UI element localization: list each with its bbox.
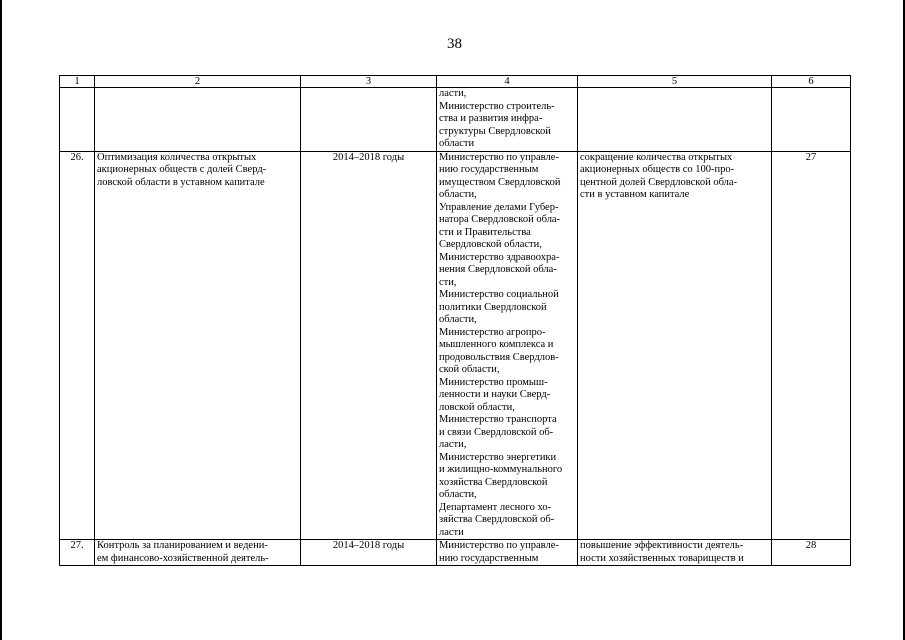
table-row — [60, 151, 851, 540]
executor-line: нения Свердловской обла- — [439, 264, 557, 275]
executor-line: Министерство здравоохра- — [439, 251, 560, 263]
executor-line: Департамент лесного хо- — [439, 501, 552, 513]
expected-result-line: повышение эффективности деятель- — [580, 540, 744, 551]
expected-result-line: акционерных обществ со 100-про- — [580, 164, 735, 175]
column-number-row — [60, 76, 851, 88]
executor-line: ласти, — [439, 439, 467, 450]
expected-result-line: сти в уставном капитале — [580, 189, 690, 200]
column-number-4: 4 — [437, 76, 578, 88]
executors-cell — [437, 540, 578, 566]
executor-line: области, — [439, 189, 477, 200]
executor-line: сти и Правительства — [439, 226, 531, 238]
executor-line: и жилищно-коммунального — [439, 464, 563, 475]
executor-line: Министерство по управле- — [439, 151, 559, 163]
measure-name-cell — [95, 88, 301, 152]
executor-line: нию государственным — [439, 552, 539, 564]
target-number-cell: 28 — [772, 540, 851, 566]
expected-result-cell — [578, 151, 772, 540]
executor-line: ской области, — [439, 364, 500, 375]
measure-name-line: ловской области в уставном капитале — [97, 176, 265, 188]
executor-line: Министерство транспорта — [439, 414, 557, 425]
period-cell: 2014–2018 годы — [301, 151, 437, 540]
executor-line: Министерство агропро- — [439, 326, 546, 338]
measure-name-line: Оптимизация количества открытых — [97, 151, 257, 163]
column-number-2: 2 — [95, 76, 301, 88]
table-row — [60, 540, 851, 566]
column-number-1: 1 — [60, 76, 95, 88]
executors-cell — [437, 151, 578, 540]
measure-name-line: Контроль за планированием и ведени- — [97, 540, 268, 551]
executor-line: сти, — [439, 276, 457, 288]
target-number-cell: 27 — [772, 151, 851, 540]
target-number-cell — [772, 88, 851, 152]
row-number-cell — [60, 88, 95, 152]
expected-result-cell — [578, 540, 772, 566]
executor-line: Свердловской области, — [439, 239, 542, 250]
expected-result-line: центной долей Свердловской обла- — [580, 176, 738, 188]
executor-line: политики Свердловской — [439, 301, 547, 313]
page-number: 38 — [447, 36, 462, 52]
executor-line: ловской области, — [439, 401, 515, 413]
executor-line: зяйства Свердловской об- — [439, 514, 555, 525]
executor-line: Министерство строитель- — [439, 100, 555, 112]
measure-name-line: ем финансово-хозяйственной деятель- — [97, 552, 269, 564]
period-cell — [301, 88, 437, 152]
executor-line: имуществом Свердловской — [439, 176, 561, 188]
column-number-6: 6 — [772, 76, 851, 88]
executor-line: хозяйства Свердловской — [439, 476, 548, 488]
executor-line: Министерство социальной — [439, 289, 559, 300]
expected-result-line: ности хозяйственных товариществ и — [580, 552, 744, 564]
column-number-3: 3 — [301, 76, 437, 88]
executor-line: мышленного комплекса и — [439, 339, 554, 350]
executor-line: Министерство промыш- — [439, 376, 548, 388]
executor-line: продовольствия Свердлов- — [439, 351, 559, 363]
executor-line: натора Свердловской обла- — [439, 214, 561, 225]
plan-table — [59, 75, 851, 566]
executor-line: ства и развития инфра- — [439, 113, 543, 124]
executor-line: и связи Свердловской об- — [439, 426, 554, 438]
executor-line: области, — [439, 489, 477, 500]
executor-line: нию государственным — [439, 164, 539, 175]
column-number-5: 5 — [578, 76, 772, 88]
period-cell: 2014–2018 годы — [301, 540, 437, 566]
expected-result-line: сокращение количества открытых — [580, 151, 733, 163]
executor-line: ласти, — [439, 88, 467, 99]
measure-name-cell — [95, 151, 301, 540]
executor-line: ласти — [439, 526, 464, 538]
table-row — [60, 88, 851, 152]
executor-line: Управление делами Губер- — [439, 201, 559, 213]
measure-name-line: акционерных обществ с долей Сверд- — [97, 164, 267, 175]
executor-line: Министерство по управле- — [439, 540, 559, 551]
executors-cell — [437, 88, 578, 152]
executor-line: области, — [439, 314, 477, 325]
row-number-cell: 26. — [60, 151, 95, 540]
measure-name-cell — [95, 540, 301, 566]
expected-result-cell — [578, 88, 772, 152]
executor-line: структуры Свердловской — [439, 125, 551, 137]
executor-line: ленности и науки Сверд- — [439, 389, 551, 400]
executor-line: области — [439, 138, 475, 149]
executor-line: Министерство энергетики — [439, 451, 557, 463]
row-number-cell: 27. — [60, 540, 95, 566]
